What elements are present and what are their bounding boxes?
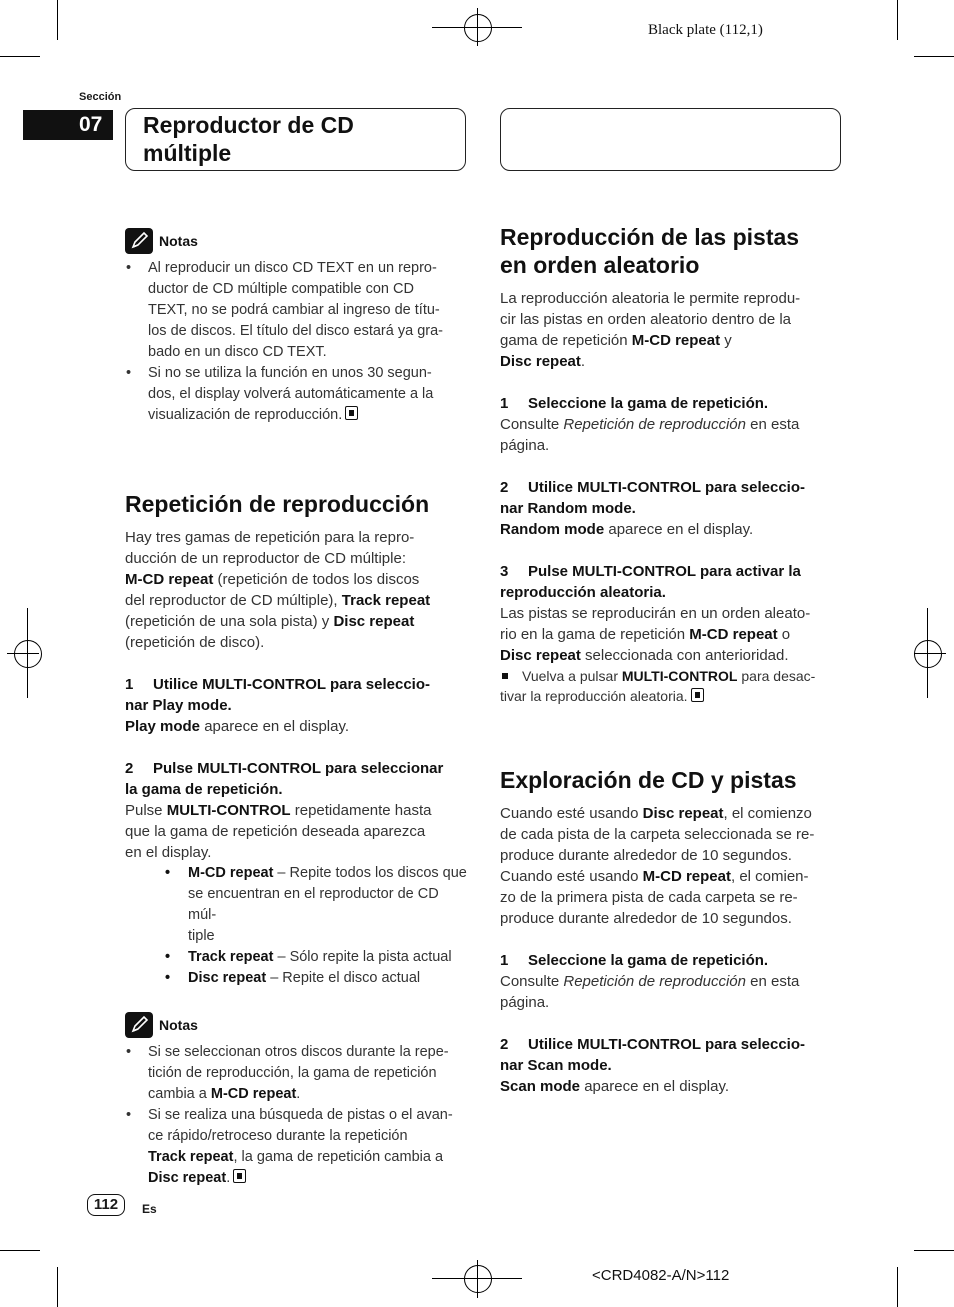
crop-mark [914, 1250, 954, 1251]
notes-list [125, 258, 470, 426]
step-2: 2 Utilice MULTI-CONTROL para seleccio- nar Random mode. Random mode aparece en el display. [500, 479, 805, 538]
repeat-range-list [125, 863, 470, 989]
step-1: 1 Utilice MULTI-CONTROL para seleccio- nar Play mode. Play mode aparece en el display. [125, 676, 430, 735]
footer-code: <CRD4082-A/N>112 [592, 1267, 730, 1284]
crop-mark [57, 0, 58, 40]
language-code: Es [142, 1202, 157, 1216]
crop-mark [0, 56, 40, 57]
list-item: • M-CD repeat – Repite todos los discos que se encuentran en el reproductor de CD múl- tiple [165, 863, 470, 947]
section-heading-random: Reproducción de las pistas en orden aleatorio [500, 224, 800, 278]
plate-label: Black plate (112,1) [648, 22, 763, 38]
crop-mark [897, 0, 898, 40]
square-bullet-item: Vuelva a pulsar MULTI-CONTROL para desac- [500, 666, 845, 686]
step-1: 1 Seleccione la gama de repetición. Consulte Repetición de reproducción en esta página. [500, 952, 800, 1011]
list-item: • Si se realiza una búsqueda de pistas o el avan- ce rápido/retroceso durante la repetición Track repeat, la gama de repetición cambia a Disc repeat. [125, 1105, 470, 1189]
scan-intro: Cuando esté usando Disc repeat, el comienzo de cada pista de la carpeta seleccionada se re- produce durante alrededor de 10 segundos. Cuando esté usando M-CD repeat, el comien- zo de la primera pista de cada carpeta se re- produce durante alrededor de 10 segundos. [500, 805, 815, 927]
repeat-intro: Hay tres gamas de repetición para la repro- ducción de un reproductor de CD múltiple: M-CD repeat (repetición de todos los discos del reproductor de CD múltiple), Track repeat (repetición de una sola pista) y Disc repeat (repetición de disco). [125, 529, 431, 651]
registration-circle-icon [14, 640, 42, 668]
end-mark-icon [345, 406, 358, 420]
registration-circle-icon [464, 14, 492, 42]
notes-heading: Notas [125, 227, 470, 255]
list-item: • Disc repeat – Repite el disco actual [165, 968, 470, 989]
step-1: 1 Seleccione la gama de repetición. Consulte Repetición de reproducción en esta página. [500, 395, 800, 454]
notes-heading: Notas [125, 1011, 470, 1039]
section-number: 07 [23, 110, 113, 140]
notes-list [125, 1042, 470, 1189]
list-item: • Si no se utiliza la función en unos 30 segun- dos, el display volverá automáticamente a la visualización de reproducción. [125, 363, 470, 426]
header-empty-box [500, 108, 841, 171]
section-heading-repeat: Repetición de reproducción [125, 491, 430, 517]
step-2: 2 Utilice MULTI-CONTROL para seleccio- nar Scan mode. Scan mode aparece en el display. [500, 1036, 805, 1095]
pencil-icon [125, 228, 153, 254]
registration-circle-icon [464, 1265, 492, 1293]
list-item: • Al reproducir un disco CD TEXT en un repro- ductor de CD múltiple compatible con CD TEXT, no se podrá cambiar al ingreso de títu- los de discos. El título del disco estará ya gra- bado en un disco CD TEXT. [125, 258, 470, 363]
random-intro: La reproducción aleatoria le permite reprodu- cir las pistas en orden aleatorio dentro de la gama de repetición M-CD repeat y Disc repeat. [500, 290, 801, 370]
list-item: • Track repeat – Sólo repite la pista actual [165, 947, 470, 968]
step-3: 3 Pulse MULTI-CONTROL para activar la reproducción aleatoria. Las pistas se reproducirán en un orden aleato- rio en la gama de repetición M-CD repeat o Disc repeat seleccionada con anterioridad. Vuelva a pulsar MULTI-CONTROL para desac- tivar la reproducción aleatoria. [500, 561, 845, 706]
end-mark-icon [691, 688, 704, 702]
list-item: • Si se seleccionan otros discos durante la repe- tición de reproducción, la gama de repetición cambia a M-CD repeat. [125, 1042, 470, 1105]
page-number: 112 [87, 1194, 125, 1216]
crop-mark [897, 1267, 898, 1307]
step-2: 2 Pulse MULTI-CONTROL para seleccionar la gama de repetición. Pulse MULTI-CONTROL repetidamente hasta que la gama de repetición deseada aparezca en el display. • M-CD repeat – Repite todos los discos que se encuentran en el reproductor de CD múl- tiple • Track repeat – Sólo repite la pista actual • Disc repeat – Repite el disco actual [125, 758, 470, 989]
crop-mark [0, 1250, 40, 1251]
section-title: Reproductor de CD múltiple [143, 112, 354, 166]
left-column [125, 227, 470, 1189]
pencil-icon [125, 1012, 153, 1038]
right-column [500, 223, 845, 1097]
end-mark-icon [233, 1169, 246, 1183]
registration-circle-icon [914, 640, 942, 668]
crop-mark [914, 56, 954, 57]
section-label: Sección [79, 91, 122, 103]
crop-mark [57, 1267, 58, 1307]
section-heading-scan: Exploración de CD y pistas [500, 767, 797, 793]
